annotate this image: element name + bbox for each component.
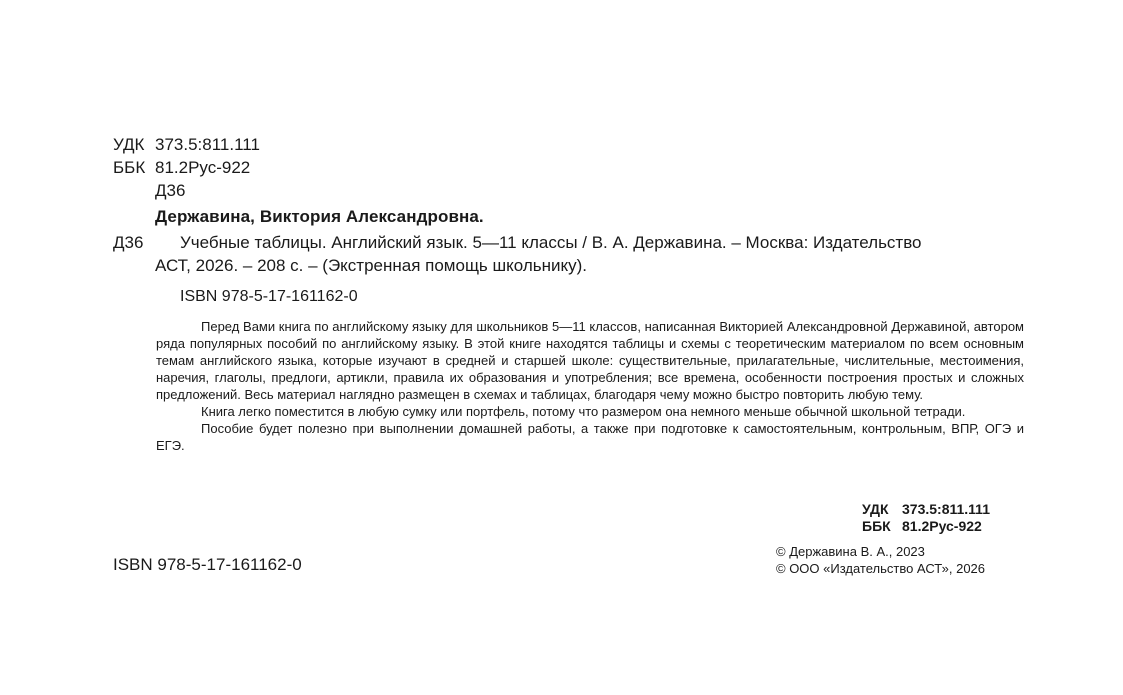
footer-udk-value: 373.5:811.111: [902, 501, 990, 517]
footer-udk: [862, 501, 990, 518]
bbk-label: ББК: [113, 158, 146, 177]
entry-isbn: ISBN 978-5-17-161162-0: [180, 288, 358, 305]
annotation-paragraph-3: Пособие будет полезно при выполнении домашней работы, а также при подготовке к самостоятельным, контрольным, ВПР, ОГЭ и ЕГЭ.: [156, 421, 1024, 453]
bbk-value: 81.2Рус-922: [155, 158, 251, 177]
udk-line: [113, 134, 260, 156]
copyright-author: © Державина В. А., 2023: [776, 544, 925, 559]
footer-bbk-value: 81.2Рус-922: [902, 518, 982, 534]
footer-bbk: [862, 518, 982, 535]
author-name: Державина, Виктория Александровна.: [155, 207, 484, 226]
title-line-1: Учебные таблицы. Английский язык. 5—11 классы / В. А. Державина. – Москва: Издательство: [180, 233, 922, 252]
bbk-line: [113, 157, 250, 179]
udk-value: 373.5:811.111: [155, 135, 260, 154]
footer-udk-label: УДК: [862, 501, 889, 517]
entry-mark: Д36: [113, 233, 144, 252]
copyright-publisher: © ООО «Издательство АСТ», 2026: [776, 561, 986, 576]
annotation: [156, 318, 1024, 454]
footer-bbk-label: ББК: [862, 518, 891, 534]
annotation-paragraph-1: Перед Вами книга по английскому языку для школьников 5—11 классов, написанная Викторией Александровной Державиной, автором ряда популярных пособий по английскому языку. В этой книге находятся таблицы и схемы с теоретическим материалом по всем основным темам английского языка, которые изучают в средней и старшей школе: существительные, прилагательные, числительные, местоимения, наречия, глаголы, предлоги, артикли, правила их образования и употребления; все времена, особенности построения простых и сложных предложений. Весь материал наглядно размещен в схемах и таблицах, благодаря чему можно быстро повторить любую тему.: [156, 319, 1024, 402]
author-mark: Д36: [155, 181, 186, 200]
annotation-paragraph-2: Книга легко поместится в любую сумку или портфель, потому что размером она немного меньше обычной школьной тетради.: [201, 404, 966, 419]
title-line-2: АСТ, 2026. – 208 с. – (Экстренная помощь школьнику).: [155, 256, 588, 275]
footer-isbn: ISBN 978-5-17-161162-0: [113, 555, 302, 574]
udk-label: УДК: [113, 135, 145, 154]
